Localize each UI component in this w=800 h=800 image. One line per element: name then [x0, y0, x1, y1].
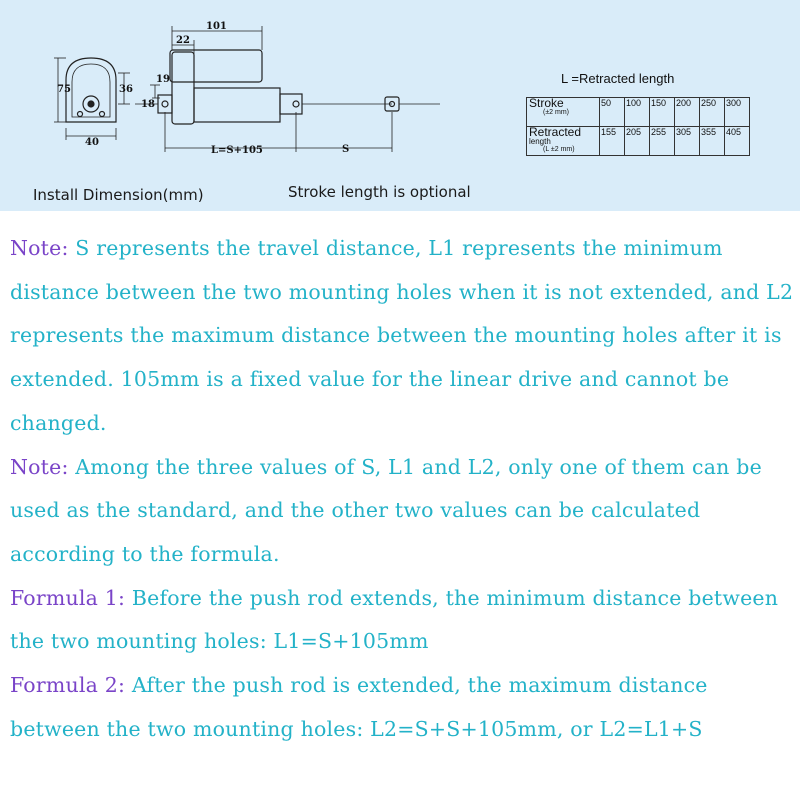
formula-paragraph — [10, 664, 800, 751]
note-text: S represents the travel distance, L1 represents the minimum distance between the two mounting holes when it is not extended, and L2 represents the maximum distance between the mounting holes after it is extended. 105mm is a fixed value for the linear drive and cannot be changed. — [10, 236, 794, 435]
table-cell: 405 — [725, 127, 750, 156]
table-cell: 100 — [625, 98, 650, 127]
note-text: Among the three values of S, L1 and L2, only one of them can be used as the standard, and the other two values can be calculated according to the formula. — [10, 454, 762, 566]
table-row — [527, 127, 750, 156]
table-row — [527, 98, 750, 127]
dim-40-label: 40 — [85, 137, 99, 148]
retracted-length-header: Retracted length (L ±2 mm) — [527, 127, 600, 156]
gear-housing — [172, 52, 194, 124]
table-cell: 300 — [725, 98, 750, 127]
formula-text: Before the push rod extends, the minimum distance between the two mounting holes: L1=S+105mm — [10, 585, 779, 654]
stroke-spec-table — [526, 97, 750, 156]
table-cell: 50 — [600, 98, 625, 127]
actuator-tube — [194, 88, 280, 122]
rear-mount — [158, 95, 172, 113]
dim-19-label: 19 — [156, 74, 170, 85]
motor-body — [170, 50, 262, 82]
notes-section — [10, 227, 800, 751]
dim-18-label: 18 — [141, 99, 155, 110]
dim-36-label: 36 — [119, 84, 133, 95]
formula-text: After the push rod is extended, the maximum distance between the two mounting holes: L2=S+S+105mm, or L2=L1+S — [10, 673, 708, 741]
formula-label: Formula 1: — [10, 585, 126, 610]
table-cell: 305 — [675, 127, 700, 156]
note-label: Note: — [10, 454, 69, 479]
stroke-header: Stroke (±2 mm) — [527, 98, 600, 127]
table-cell: 155 — [600, 127, 625, 156]
formula-paragraph — [10, 577, 800, 664]
dim-101-label: 101 — [206, 21, 227, 32]
install-dimension-caption: Install Dimension(mm) — [33, 186, 204, 204]
note-label: Note: — [10, 236, 69, 260]
table-cell: 250 — [700, 98, 725, 127]
table-cell: 255 — [650, 127, 675, 156]
dim-75-label: 75 — [57, 84, 71, 95]
table-cell: 150 — [650, 98, 675, 127]
formula-label: Formula 2: — [10, 673, 126, 698]
table-cell: 205 — [625, 127, 650, 156]
table-cell: 200 — [675, 98, 700, 127]
dim-l-s-105-label: L=S+105 — [211, 145, 263, 156]
note-paragraph — [10, 227, 800, 446]
install-dimension-diagram — [0, 0, 800, 211]
note-paragraph — [10, 446, 800, 577]
table-cell: 355 — [700, 127, 725, 156]
dim-22-label: 22 — [176, 35, 190, 46]
stroke-optional-caption: Stroke length is optional — [288, 183, 471, 201]
dim-s-label: S — [342, 144, 350, 155]
retracted-length-legend: L =Retracted length — [561, 71, 675, 86]
